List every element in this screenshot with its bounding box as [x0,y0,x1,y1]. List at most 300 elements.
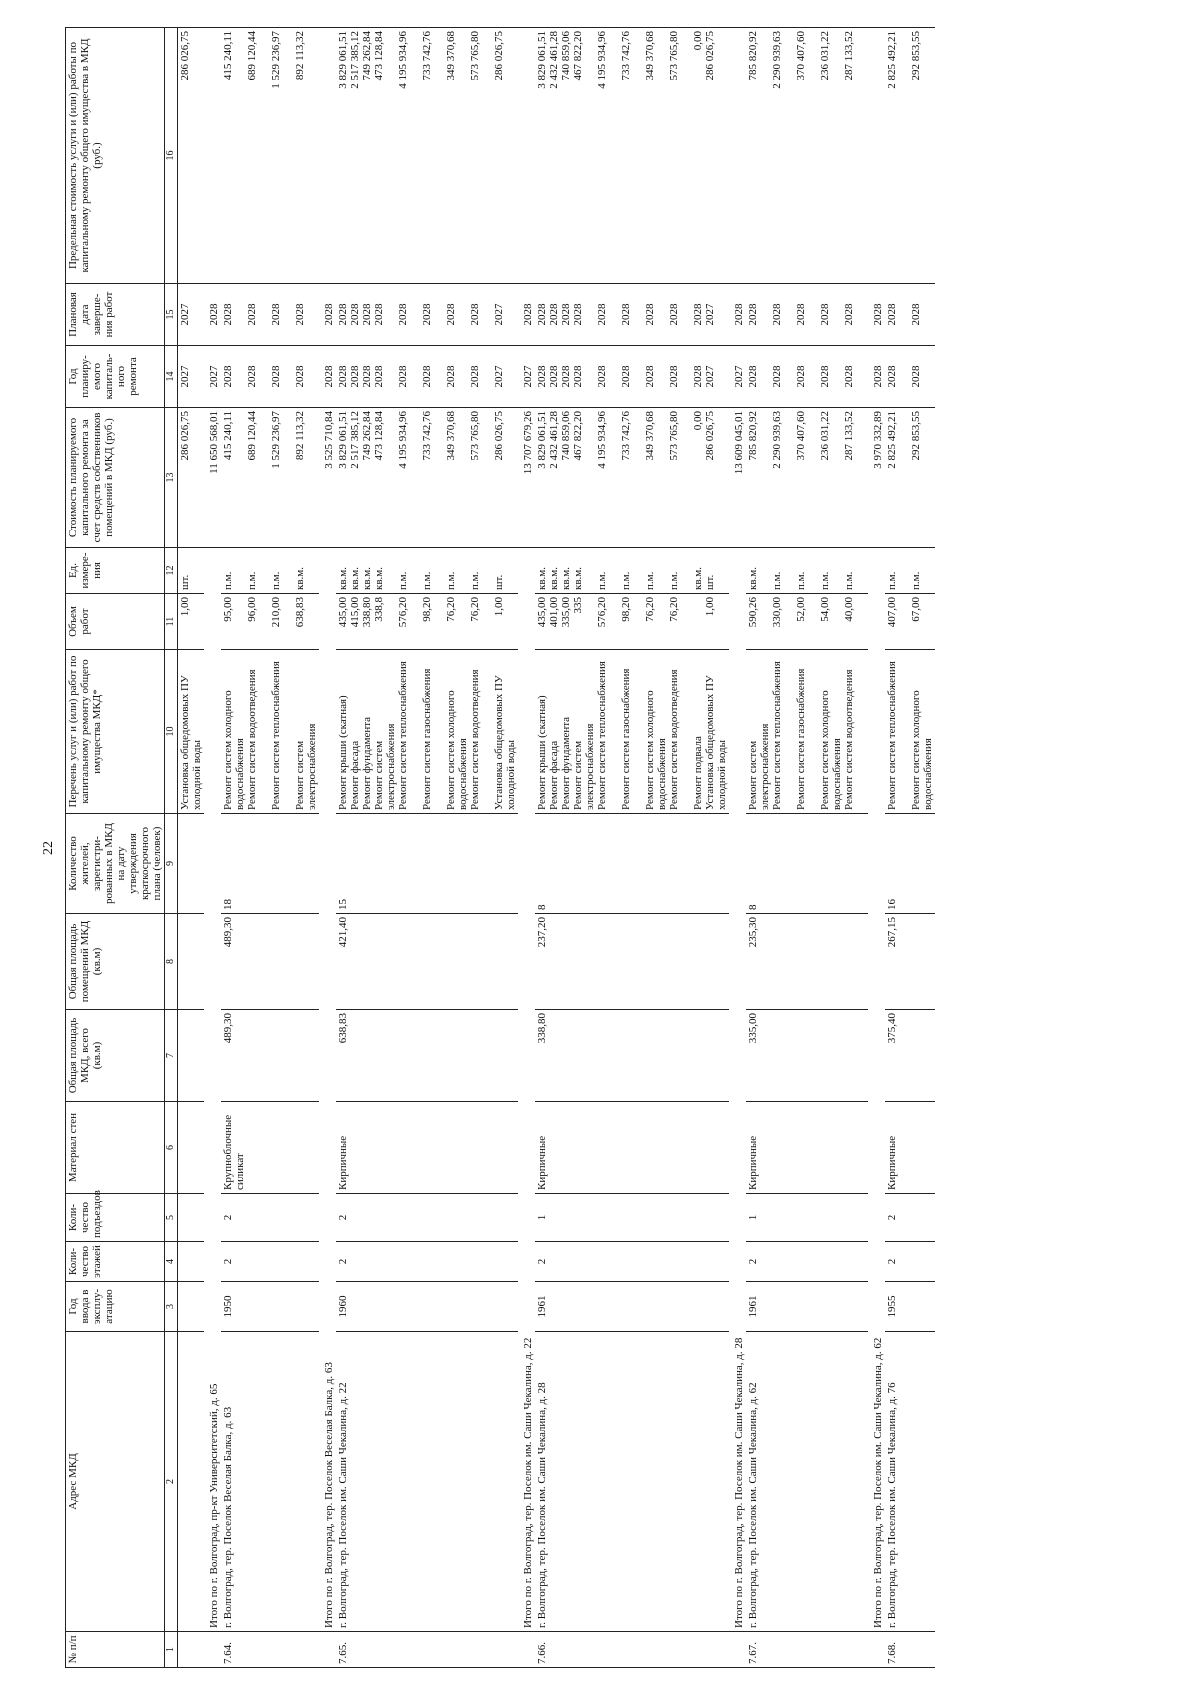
column-number: 3 [165,1282,178,1332]
column-number: 7 [165,1010,178,1102]
work-year-list [747,349,867,404]
header-cell: № п/п [66,1632,165,1668]
list-item: 2028 [397,365,409,388]
work-year [221,346,319,408]
work-volume [178,594,205,650]
list-item: 76,20 [469,597,481,622]
list-item: 287 133,52 [843,411,855,461]
work-name-list [222,653,318,810]
commission-year: 1955 [885,1282,935,1332]
list-item: 733 742,76 [421,411,433,461]
area-rooms: 267,15 [885,914,935,1010]
list-item: Ремонт систем электроснабжения [572,723,596,810]
list-item: кв.м. [572,567,584,590]
work-end-date [746,284,868,346]
list-item: 689 120,44 [246,411,258,461]
row-number: 7.68. [885,1632,935,1668]
list-item: 2028 [294,303,306,326]
work-cost-list [337,411,517,544]
total-cost: 11 650 568,01 [204,408,221,548]
header-cell: Объем работ [66,594,165,650]
list-item: 2028 [361,303,373,326]
address: г. Волгоград, тер. Поселок им. Саши Чекалина, д. 28 [535,1332,729,1632]
work-unit [336,548,518,594]
area-total [178,1010,205,1102]
total-label: Итого по г. Волгоград, пр-кт Университетский, д. 65 [204,548,221,1632]
list-item: 2028 [421,365,433,388]
work-end-date [885,284,935,346]
list-item: 2028 [819,303,831,326]
list-item: 590,26 [747,597,759,628]
work-limit-list [179,31,203,280]
list-item: кв.м. [361,567,373,590]
total-limit [518,28,535,284]
list-item: 415 240,11 [222,411,234,461]
work-name-list [747,653,867,810]
column-number: 14 [165,346,178,408]
list-item: 236 031,22 [819,31,831,81]
list-item: 98,20 [620,597,632,622]
column-number: 16 [165,28,178,284]
list-item: 2028 [747,365,759,388]
header-cell: Предельная стоимость услуги и (или) работы по капитальному ремонту общего имущества в МКД (руб.) [66,28,165,284]
list-item: Установка общедомовых ПУ холодной воды [704,675,728,810]
total-year: 2027 [518,346,535,408]
column-number: 8 [165,914,178,1010]
list-item: Ремонт систем водоотведения [668,669,680,810]
total-year: 2027 [729,346,746,408]
list-item: кв.м. [294,567,306,590]
list-item: 370 407,60 [795,411,807,461]
list-item: 2028 [886,303,898,326]
list-item: 2 432 461,28 [548,411,560,469]
commission-year: 1961 [535,1282,729,1332]
list-item: 2028 [397,303,409,326]
list-item: 1 529 236,97 [270,411,282,469]
list-item: 467 822,20 [572,31,584,81]
total-year: 2028 [319,346,336,408]
list-item: 2027 [493,303,505,326]
list-item: 286 026,75 [704,31,716,81]
work-end-date [336,284,518,346]
column-number: 1 [165,1632,178,1668]
work-cost [178,408,205,548]
list-item: 2028 [548,365,560,388]
work-unit [535,548,729,594]
list-item: 892 113,32 [294,31,306,81]
total-year: 2027 [204,346,221,408]
total-limit [319,28,336,284]
work-end-date-list [886,287,934,342]
list-item: 4 195 934,96 [397,411,409,469]
list-item: 292 853,55 [910,411,922,461]
list-item: 2028 [771,303,783,326]
work-unit-list [337,551,517,590]
work-year-list [886,349,934,404]
list-item: п.м. [620,571,632,590]
list-item: п.м. [397,571,409,590]
work-name-list [337,653,517,810]
work-end-date-list [179,287,203,342]
total-cost: 13 707 679,26 [518,408,535,548]
list-item: 2 517 385,12 [349,31,361,89]
work-name [178,650,205,814]
work-end-date-list [536,287,728,342]
list-item: кв.м. [536,567,548,590]
residents: 16 [885,814,935,914]
list-item: Ремонт систем электроснабжения [294,723,318,810]
list-item: 96,00 [246,597,258,622]
list-item: Ремонт систем теплоснабжения [771,661,783,810]
floors: 2 [746,1242,868,1282]
list-item: 573 765,80 [469,411,481,461]
header-cell: Коли-чество подъездов [66,1194,165,1242]
total-end-date: 2028 [868,284,885,346]
list-item: 2028 [536,303,548,326]
list-item: п.м. [819,571,831,590]
header-cell: Перечень услуг и (или) работ по капитальному ремонту общего имущества МКД* [66,650,165,814]
work-limit [336,28,518,284]
residents [178,814,205,914]
total-row [729,28,746,1668]
wall-material: Кирпичные [885,1102,935,1194]
list-item: 3 829 061,51 [536,31,548,89]
list-item: п.м. [596,571,608,590]
rotated-document-page [35,28,1165,1668]
list-item: 2027 [704,303,716,326]
header-cell: Год ввода в эксплу-атацию [66,1282,165,1332]
work-end-date [221,284,319,346]
list-item: 2028 [596,365,608,388]
column-number: 9 [165,814,178,914]
list-item: 749 262,84 [361,411,373,461]
list-item: кв.м. [747,567,759,590]
address: г. Волгоград, тер. Поселок им. Саши Чекалина, д. 22 [336,1332,518,1632]
work-unit-list [886,551,934,590]
list-item: 2 825 492,21 [886,31,898,89]
list-item: Ремонт систем холодного водоснабжения [910,690,934,810]
work-end-date [535,284,729,346]
entrances: 1 [535,1194,729,1242]
work-limit [885,28,935,284]
work-cost [221,408,319,548]
list-item: 2028 [222,365,234,388]
work-year [885,346,935,408]
total-limit [729,28,746,284]
total-year: 2028 [868,346,885,408]
total-cost: 13 609 045,01 [729,408,746,548]
address: г. Волгоград, тер. Поселок им. Саши Чекалина, д. 62 [746,1332,868,1632]
address [178,1332,205,1632]
list-item: 2028 [445,365,457,388]
list-item: 286 026,75 [493,411,505,461]
list-item: 2028 [560,303,572,326]
work-name [885,650,935,814]
list-item: Ремонт систем холодного водоснабжения [819,690,843,810]
list-item: 2028 [246,303,258,326]
address: г. Волгоград, тер. Поселок Веселая Балка, д. 63 [221,1332,319,1632]
list-item: Ремонт фасада [349,740,361,810]
header-cell: Материал стен [66,1102,165,1194]
list-item: Ремонт систем водоотведения [246,669,258,810]
list-item: 2 290 939,63 [771,31,783,89]
list-item: Ремонт систем холодного водоснабжения [222,690,246,810]
list-item: 349 370,68 [644,411,656,461]
list-item: п.м. [843,571,855,590]
list-item: шт. [493,574,505,590]
list-item: п.м. [469,571,481,590]
work-name [746,650,868,814]
table-row [535,28,729,1668]
list-item: Ремонт систем электроснабжения [747,723,771,810]
list-item: 1,00 [493,597,505,617]
work-limit-list [536,31,728,280]
floors: 2 [336,1242,518,1282]
area-total: 335,00 [746,1010,868,1102]
work-limit [221,28,319,284]
total-end-date: 2028 [319,284,336,346]
list-item: 733 742,76 [421,31,433,81]
work-volume-list [222,597,318,646]
table-row [746,28,868,1668]
work-limit [535,28,729,284]
list-item: 733 742,76 [620,31,632,81]
wall-material: Кирпичные [535,1102,729,1194]
list-item: Ремонт систем холодного водоснабжения [445,690,469,810]
list-item: 2028 [795,365,807,388]
list-item: кв.м. [337,567,349,590]
list-item: 2028 [843,365,855,388]
work-volume [885,594,935,650]
list-item: п.м. [270,571,282,590]
area-rooms: 421,40 [336,914,518,1010]
list-item: п.м. [222,571,234,590]
list-item: п.м. [246,571,258,590]
list-item: п.м. [910,571,922,590]
work-name-list [536,653,728,810]
list-item: Ремонт фасада [548,740,560,810]
list-item: Ремонт крыши (скатная) [337,695,349,810]
work-volume [746,594,868,650]
work-volume-list [337,597,517,646]
list-item: 892 113,32 [294,411,306,461]
list-item: 1,00 [179,597,191,617]
list-item: 370 407,60 [795,31,807,81]
list-item: Ремонт систем холодного водоснабжения [644,690,668,810]
list-item: 2028 [337,303,349,326]
list-item: 4 195 934,96 [397,31,409,89]
work-volume-list [179,597,203,646]
list-item: 2 517 385,12 [349,411,361,469]
list-item: 2028 [469,365,481,388]
work-volume-list [886,597,934,646]
entrances [178,1194,205,1242]
work-unit [221,548,319,594]
entrances: 2 [336,1194,518,1242]
list-item: 2028 [270,303,282,326]
list-item: 638,83 [294,597,306,628]
work-name-list [179,653,203,810]
list-item: 2027 [704,365,716,388]
list-item: 98,20 [421,597,433,622]
list-item: 52,00 [795,597,807,622]
list-item: п.м. [644,571,656,590]
work-volume-list [747,597,867,646]
list-item: 349 370,68 [644,31,656,81]
list-item: 4 195 934,96 [596,31,608,89]
work-cost-list [222,411,318,544]
list-item: 76,20 [668,597,680,622]
list-item: п.м. [886,571,898,590]
list-item: 2028 [349,303,361,326]
list-item: Ремонт подвала [692,736,704,810]
list-item: 2028 [373,365,385,388]
residents: 8 [746,814,868,914]
list-item: п.м. [795,571,807,590]
entrances: 2 [885,1194,935,1242]
list-item: 95,00 [222,597,234,622]
list-item: 286 026,75 [179,411,191,461]
row-number: 7.67. [746,1632,868,1668]
list-item: Ремонт систем теплоснабжения [397,661,409,810]
list-item: 338,80 [361,597,373,628]
list-item: 2028 [620,365,632,388]
work-end-date-list [222,287,318,342]
area-rooms [178,914,205,1010]
list-item: 2028 [421,303,433,326]
work-name-list [886,653,934,810]
page-number: 22 [41,841,56,855]
table-row [178,28,205,1668]
list-item: 3 829 061,51 [337,31,349,89]
list-item: 733 742,76 [620,411,632,461]
header-cell: Ед. измере-ния [66,548,165,594]
list-item: 467 822,20 [572,411,584,461]
list-item: 54,00 [819,597,831,622]
list-item: 2028 [843,303,855,326]
capital-repair-table [65,27,935,1668]
work-limit-list [222,31,318,280]
row-number: 7.65. [336,1632,518,1668]
list-item: 2028 [910,365,922,388]
header-cell: Стоимость планируемого капитального ремонта за счет средств собственников помещений в МКД (руб.) [66,408,165,548]
work-cost [535,408,729,548]
list-item: 2028 [222,303,234,326]
total-cost: 3 525 710,84 [319,408,336,548]
list-item: 2028 [572,303,584,326]
list-item: 2028 [692,365,704,388]
list-item: шт. [179,574,191,590]
list-item: 2028 [747,303,759,326]
list-item: 76,20 [644,597,656,622]
list-item: 286 026,75 [704,411,716,461]
wall-material: Кирпичные [336,1102,518,1194]
area-total: 338,80 [535,1010,729,1102]
list-item: кв.м. [548,567,560,590]
list-item: Ремонт крыши (скатная) [536,695,548,810]
row-number [518,1632,535,1668]
wall-material: Крупноблочные силикат [221,1102,319,1194]
column-number: 2 [165,1332,178,1632]
header-cell: Общая площадь МКД, всего (кв.м) [66,1010,165,1102]
list-item: 349 370,68 [445,411,457,461]
column-number: 10 [165,650,178,814]
total-row [518,28,535,1668]
header-cell: Плановая дата заверше-ния работ [66,284,165,346]
list-item: шт. [704,574,716,590]
total-label: Итого по г. Волгоград, тер. Поселок им. Саши Чекалина, д. 62 [868,548,885,1632]
work-cost [336,408,518,548]
list-item: 2028 [536,365,548,388]
work-year [535,346,729,408]
list-item: 689 120,44 [246,31,258,81]
column-number: 11 [165,594,178,650]
list-item: 349 370,68 [445,31,457,81]
list-item: 2028 [469,303,481,326]
work-cost-list [536,411,728,544]
total-limit [868,28,885,284]
header-cell: Год планиру-емого капиталь-ного ремонта [66,346,165,408]
column-number-row [165,28,178,1668]
total-label: Итого по г. Волгоград, тер. Поселок им. Саши Чекалина, д. 28 [729,548,746,1632]
list-item: 2 432 461,28 [548,31,560,89]
commission-year: 1961 [746,1282,868,1332]
list-item: 2028 [337,365,349,388]
work-limit-list [747,31,867,280]
total-label: Итого по г. Волгоград, тер. Поселок Веселая Балка, д. 63 [319,548,336,1632]
area-total: 375,40 [885,1010,935,1102]
area-total: 638,83 [336,1010,518,1102]
work-end-date [178,284,205,346]
total-end-date: 2028 [204,284,221,346]
row-number: 7.64. [221,1632,319,1668]
list-item: Ремонт систем электроснабжения [373,723,397,810]
row-number [868,1632,885,1668]
list-item: 1,00 [704,597,716,617]
list-item: Ремонт систем водоотведения [843,669,855,810]
work-cost [885,408,935,548]
list-item: 2028 [349,365,361,388]
list-item: 2028 [668,303,680,326]
list-item: 2 290 939,63 [771,411,783,469]
table-header [66,28,178,1668]
list-item: 3 829 061,51 [536,411,548,469]
list-item: 286 026,75 [493,31,505,81]
list-item: кв.м. [349,567,361,590]
work-cost-list [747,411,867,544]
list-item: 2028 [560,365,572,388]
list-item: 2028 [294,365,306,388]
column-number: 13 [165,408,178,548]
wall-material: Кирпичные [746,1102,868,1194]
work-year-list [179,349,203,404]
total-limit [204,28,221,284]
list-item: 2028 [620,303,632,326]
work-unit [885,548,935,594]
list-item: 210,00 [270,597,282,628]
area-rooms: 489,30 [221,914,319,1010]
list-item: Ремонт систем газоснабжения [620,668,632,810]
list-item: 2028 [548,303,560,326]
work-volume [221,594,319,650]
table-row [221,28,319,1668]
floors: 2 [535,1242,729,1282]
work-end-date-list [337,287,517,342]
residents: 8 [535,814,729,914]
list-item: 67,00 [910,597,922,622]
list-item: Ремонт фундамента [361,716,373,810]
list-item: кв.м. [373,567,385,590]
